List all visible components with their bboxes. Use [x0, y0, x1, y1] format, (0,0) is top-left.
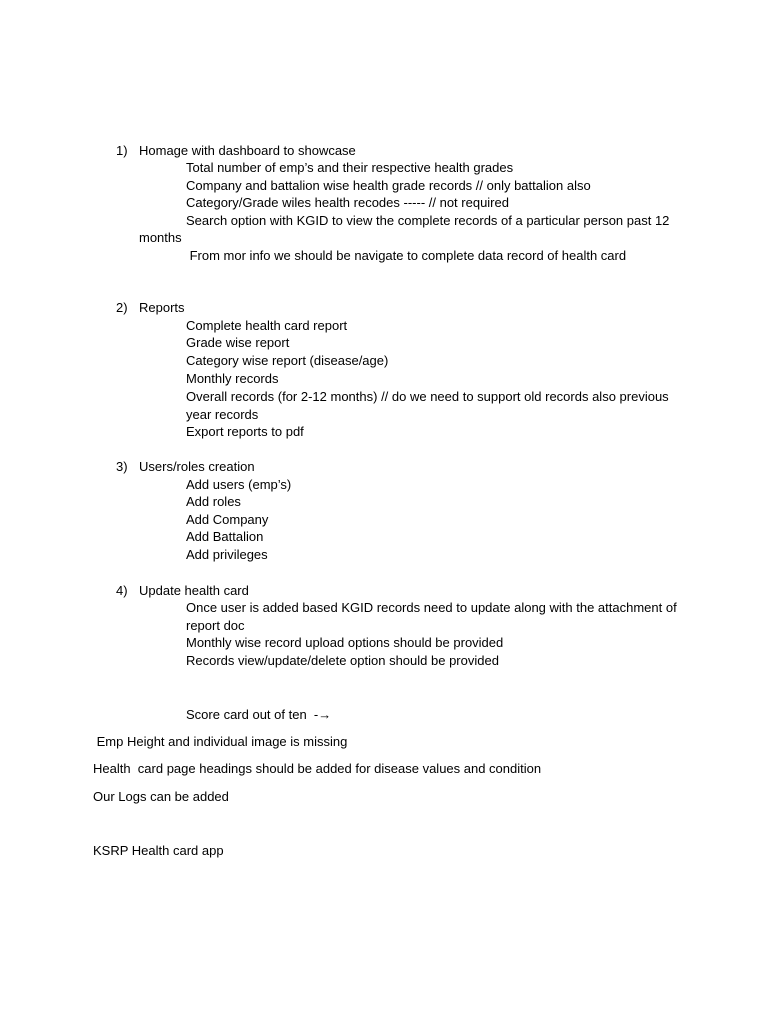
section-2-item: Overall records (for 2-12 months) // do we need to support old records also previous [186, 389, 669, 404]
section-1-item: Company and battalion wise health grade records // only battalion also [186, 178, 591, 193]
note-line: Emp Height and individual image is missing [93, 734, 348, 749]
section-2-item: Export reports to pdf [186, 424, 304, 439]
section-2-number: 2) [116, 300, 128, 315]
section-2-title: Reports [139, 300, 185, 315]
app-name: KSRP Health card app [93, 843, 224, 858]
section-2-item: Category wise report (disease/age) [186, 353, 389, 368]
section-1-item: From mor info we should be navigate to complete data record of health card [186, 248, 627, 263]
section-1-item: Total number of emp’s and their respective health grades [186, 160, 514, 175]
section-3-title: Users/roles creation [139, 459, 255, 474]
section-3-item: Add users (emp’s) [186, 477, 292, 492]
section-4-item: Once user is added based KGID records need to update along with the attachment of [186, 600, 677, 615]
section-2-item: year records [186, 407, 259, 422]
section-2-item: Grade wise report [186, 335, 290, 350]
section-1-title: Homage with dashboard to showcase [139, 143, 356, 158]
note-line: Our Logs can be added [93, 789, 229, 804]
section-2-item: Monthly records [186, 371, 279, 386]
section-3-item: Add Battalion [186, 529, 264, 544]
section-1-item: Category/Grade wiles health recodes ----- // not required [186, 195, 509, 210]
section-3-item: Add roles [186, 494, 241, 509]
section-1-item-wrap: months [139, 230, 182, 245]
section-4-number: 4) [116, 583, 128, 598]
section-4-title: Update health card [139, 583, 249, 598]
section-3-item: Add privileges [186, 547, 268, 562]
section-4-item: report doc [186, 618, 245, 633]
section-1-item: Search option with KGID to view the complete records of a particular person past 12 [186, 213, 670, 228]
section-3-number: 3) [116, 459, 128, 474]
section-2-item: Complete health card report [186, 318, 348, 333]
section-3-item: Add Company [186, 512, 269, 527]
score-card-note: Score card out of ten -→ [186, 707, 332, 722]
note-line: Health card page headings should be added for disease values and condition [93, 761, 542, 776]
section-4-item: Records view/update/delete option should be provided [186, 653, 499, 668]
section-4-item: Monthly wise record upload options should be provided [186, 635, 504, 650]
section-1-number: 1) [116, 143, 128, 158]
